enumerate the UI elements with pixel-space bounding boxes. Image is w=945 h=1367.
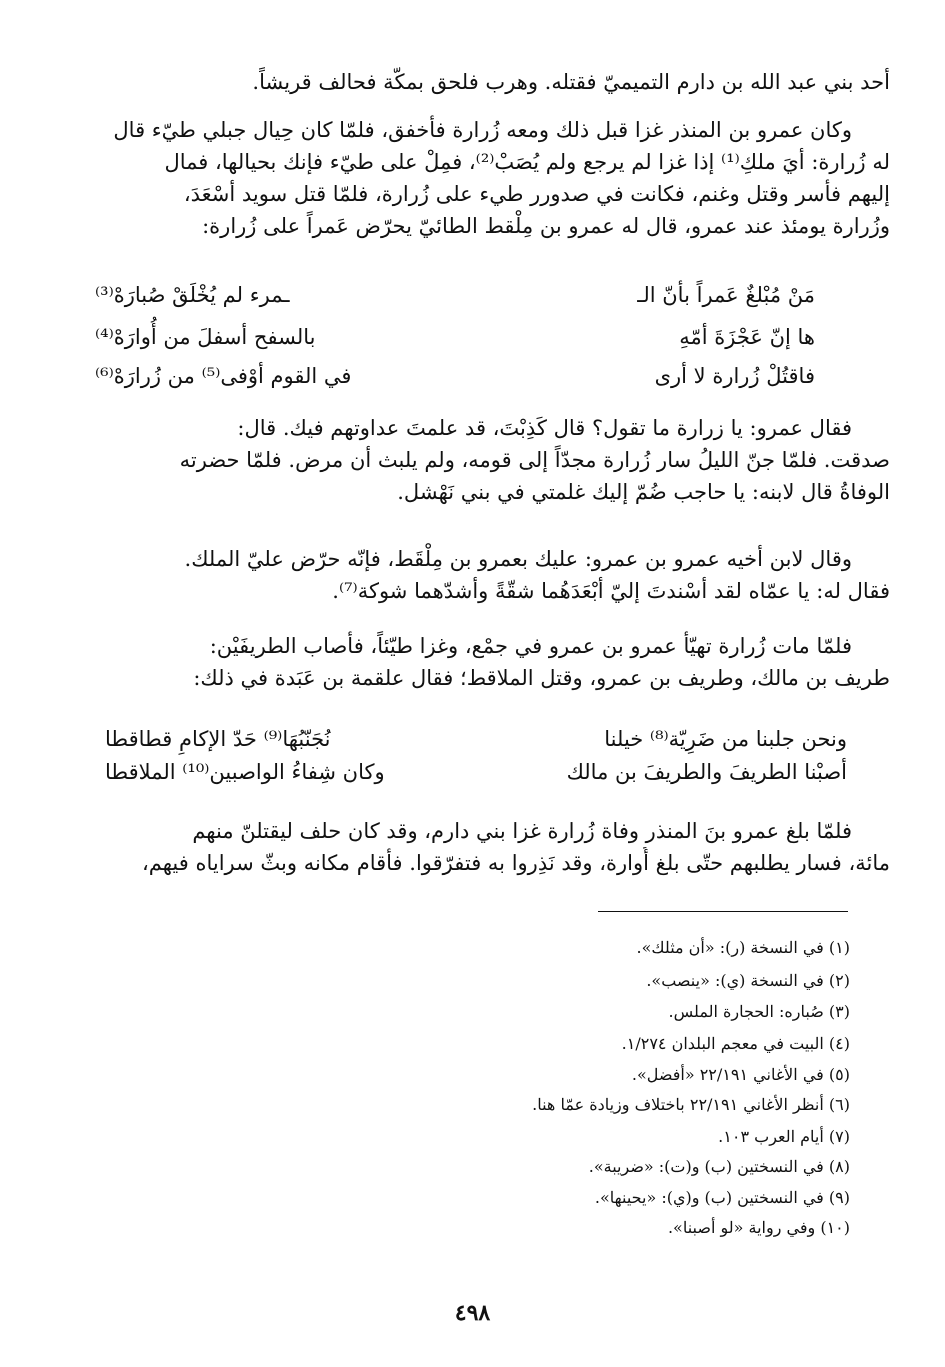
paragraph: [50, 815, 890, 879]
verse-first-hemistich: ونحن جلبنا من ضَرِيّة⁽⁸⁾ خيلنا: [604, 727, 847, 751]
paragraph: [50, 412, 890, 508]
footnote: (٣) صُباره: الحجارة الملس.: [668, 1002, 850, 1021]
text-line: فلمّا مات زُرارة تهيّأ عمرو بن عمرو في جمْع، وغزا طيّئاً، فأصاب الطريفَيْن:: [209, 634, 852, 658]
verse-first-hemistich: مَنْ مُبْلغٌ عَمراً بأنّ الـ: [637, 283, 815, 307]
footnote: (٢) في النسخة (ي): «ينصب».: [646, 971, 850, 990]
paragraph: [50, 66, 890, 98]
footnote: (٤) البيت في معجم البلدان ١/٢٧٤.: [621, 1034, 850, 1053]
footnote: (٦) أنظر الأغاني ٢٢/١٩١ باختلاف وزيادة عمّا هنا.: [532, 1095, 850, 1114]
verse-line: [105, 760, 847, 800]
paragraph: [50, 114, 890, 242]
verse-second-hemistich: نُجَنّبُهَا⁽⁹⁾ حَدّ الإكامِ قطاقطا: [105, 727, 331, 751]
footnote: (٩) في النسختين (ب) و(ي): «يحينها».: [594, 1188, 850, 1207]
paragraph: [50, 630, 890, 694]
verse-first-hemistich: أصبْنا الطريفَ والطريفَ بن مالك: [566, 760, 847, 784]
footnote: (٧) أيام العرب ١٠٣.: [718, 1127, 850, 1146]
footnote: (٥) في الأغاني ٢٢/١٩١ «أفضل».: [631, 1065, 850, 1084]
paragraph: [50, 543, 890, 607]
text-line: فقال عمرو: يا زرارة ما تقول؟ قال كَذِبْتَ، قد علمتَ عداوتهم فيك. قال:: [237, 416, 852, 440]
footnote: (١٠) وفي رواية «لو أصبنا».: [667, 1218, 850, 1237]
text-line: فقال له: يا عمّاه لقد أسْندتَ إليّ أبْعَدَهُما شقّةً وأشدّهما شوكة⁽⁷⁾.: [332, 579, 890, 603]
text-line: طريف بن مالك، وطريف بن عمرو، وقتل الملاقط؛ فقال علقمة بن عَبَدة في ذلك:: [193, 666, 890, 690]
verse-line: [95, 364, 815, 404]
text-line: الوفاةُ قال لابنه: يا حاجب ضُمّ إليك غلمتي في بني نَهْشل.: [397, 480, 890, 504]
text-line: مائة، فسار يطلبهم حتّى بلغ أُوارة، وقد نَذِروا به فتفرّقوا. فأقام مكانه وبثّ سراياه فيهم،: [141, 851, 890, 875]
page-number: ٤٩٨: [454, 1300, 491, 1326]
verse-first-hemistich: ها إنّ عَجْزَةَ أمّهِ: [679, 325, 815, 349]
verse-second-hemistich: وكان شِفاءُ الواصبين⁽¹⁰⁾ الملاقطا: [105, 760, 385, 784]
footnote-divider: [598, 911, 848, 912]
text-line: إليهم فأسر وقتل وغنم، فكانت في صدورر طيء على زُرارة، فلمّا قتل سويد أسْعَدَ،: [183, 182, 890, 206]
verse-second-hemistich: في القوم أوْفى⁽⁵⁾ من زُرارَهْ⁽⁶⁾: [95, 364, 352, 388]
footnote: (١) في النسخة (ر): «أن مثلك».: [636, 938, 850, 957]
verse-line: [95, 283, 815, 323]
verse-first-hemistich: فاقتُلْ زُرارة لا أرى: [654, 364, 815, 388]
text-line: فلمّا بلغ عمرو بنَ المنذر وفاة زُرارة غزا بني دارم، وقد كان حلف ليقتلنّ منهم: [192, 819, 852, 843]
footnote: (٨) في النسختين (ب) و(ت): «ضريبة».: [588, 1157, 850, 1176]
text-line: وزُرارة يومئذ عند عمرو، قال له عمرو بن مِلْقط الطائيّ يحرّض عَمراً على زُرارة:: [202, 214, 890, 238]
verse-line: [95, 325, 815, 365]
text-line: صدقت. فلمّا جنّ الليلُ سار زُرارة مجدّاً إلى قومه، ولم يلبث أن مرض. فلمّا حضرته: [179, 448, 890, 472]
text-line: وقال لابن أخيه عمرو بن عمرو: عليك بعمرو بن مِلْقَط، فإنّه حرّض عليّ الملك.: [184, 547, 852, 571]
text-line: له زُرارة: أيَ ملكِ⁽¹⁾ إذا غزا لم يرجع ولم يُصَبْ⁽²⁾، فمِلْ على طيّء فإنك بحيالها، فمال: [164, 150, 890, 174]
text-line: أحد بني عبد الله بن دارم التميميّ فقتله. وهرب فلحق بمكّة فحالف قريشاً.: [252, 70, 890, 94]
verse-second-hemistich: ـمرء لم يُخْلَقْ صُبارَهْ⁽³⁾: [95, 283, 290, 307]
verse-second-hemistich: بالسفح أسفلَ من أُوارَهْ⁽⁴⁾: [95, 325, 316, 349]
text-line: وكان عمرو بن المنذر غزا قبل ذلك ومعه زُرارة فأخفق، فلمّا كان حِيال جبلي طيّء قال: [113, 118, 852, 142]
